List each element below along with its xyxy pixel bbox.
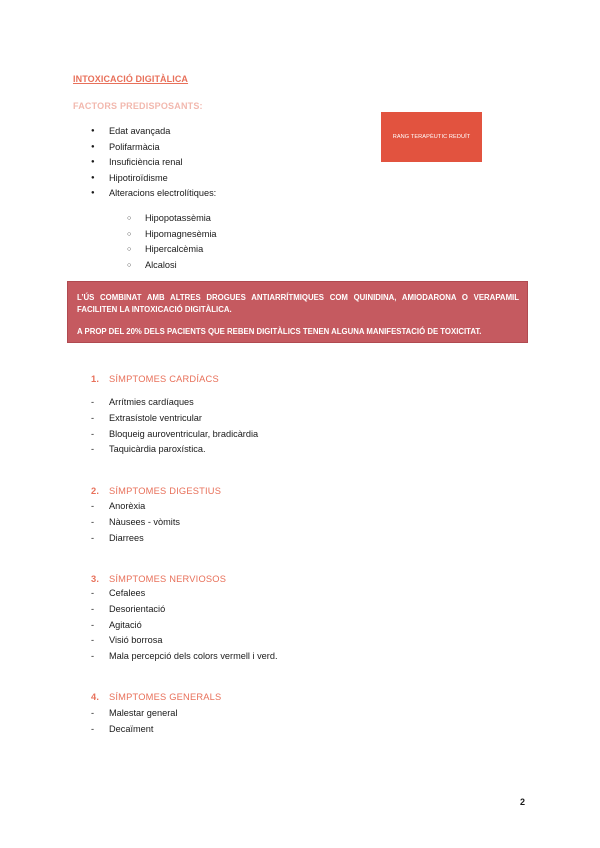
section-title: SÍMPTOMES CARDÍACS <box>109 374 219 384</box>
digestive-symptom-list <box>91 499 180 546</box>
section-number: 3. <box>91 574 100 584</box>
warning-note-box <box>67 281 528 343</box>
list-item: - Visió borrosa <box>91 633 278 649</box>
risk-factor-list <box>91 124 216 202</box>
section-heading-cardiac <box>91 374 219 384</box>
list-item: - Desorientació <box>91 602 278 618</box>
list-item: - Malestar general <box>91 706 177 722</box>
list-item: ● Insuficiència renal <box>91 155 216 171</box>
section-heading-nervous <box>91 574 226 584</box>
cardiac-symptom-list <box>91 395 258 458</box>
therapeutic-range-badge <box>381 112 482 162</box>
list-item: - Cefalees <box>91 586 278 602</box>
section-number: 4. <box>91 692 100 702</box>
badge-label: RANG TERAPÈUTIC REDUÏT <box>392 134 471 140</box>
electrolyte-sublist <box>127 211 217 273</box>
list-item: - Mala percepció dels colors vermell i verd. <box>91 649 278 665</box>
list-item: - Diarrees <box>91 531 180 547</box>
section-heading-general <box>91 692 221 702</box>
list-item: ○ Hipopotassèmia <box>127 211 217 227</box>
list-item: ● Edat avançada <box>91 124 216 140</box>
list-item: ● Polifarmàcia <box>91 140 216 156</box>
list-item: ● Hipotiroïdisme <box>91 171 216 187</box>
list-item: ○ Alcalosi <box>127 258 217 274</box>
section-subtitle: FACTORS PREDISPOSANTS: <box>73 101 203 111</box>
note-text: L’ÚS COMBINAT AMB ALTRES DROGUES ANTIARRÍTMIQUES COM QUINIDINA, AMIODARONA O VERAPAMIL FACILITEN LA INTOXICACIÓ DIGITÀLICA. <box>77 293 519 314</box>
list-item: ● Alteracions electrolítiques: <box>91 186 216 202</box>
list-item: ○ Hipomagnesèmia <box>127 227 217 243</box>
list-item: - Anorèxia <box>91 499 180 515</box>
list-item: ○ Hipercalcèmia <box>127 242 217 258</box>
page-number: 2 <box>520 797 526 807</box>
section-heading-digestive <box>91 486 221 496</box>
section-number: 2. <box>91 486 100 496</box>
section-number: 1. <box>91 374 100 384</box>
nervous-symptom-list <box>91 586 278 665</box>
list-item: - Agitació <box>91 618 278 634</box>
section-title: SÍMPTOMES NERVIOSOS <box>109 574 227 584</box>
page-title: INTOXICACIÓ DIGITÀLICA <box>73 74 189 84</box>
list-item: - Extrasístole ventricular <box>91 411 258 427</box>
list-item: - Bloqueig auroventricular, bradicàrdia <box>91 427 258 443</box>
list-item: - Taquicàrdia paroxística. <box>91 442 258 458</box>
section-title: SÍMPTOMES GENERALS <box>109 692 222 702</box>
general-symptom-list <box>91 706 177 738</box>
list-item: - Nàusees - vòmits <box>91 515 180 531</box>
list-item: - Arrítmies cardíaques <box>91 395 258 411</box>
section-title: SÍMPTOMES DIGESTIUS <box>109 486 222 496</box>
note-text: A PROP DEL 20% DELS PACIENTS QUE REBEN DIGITÀLICS TENEN ALGUNA MANIFESTACIÓ DE TOXICITAT. <box>77 327 482 336</box>
list-item: - Decaïment <box>91 722 177 738</box>
